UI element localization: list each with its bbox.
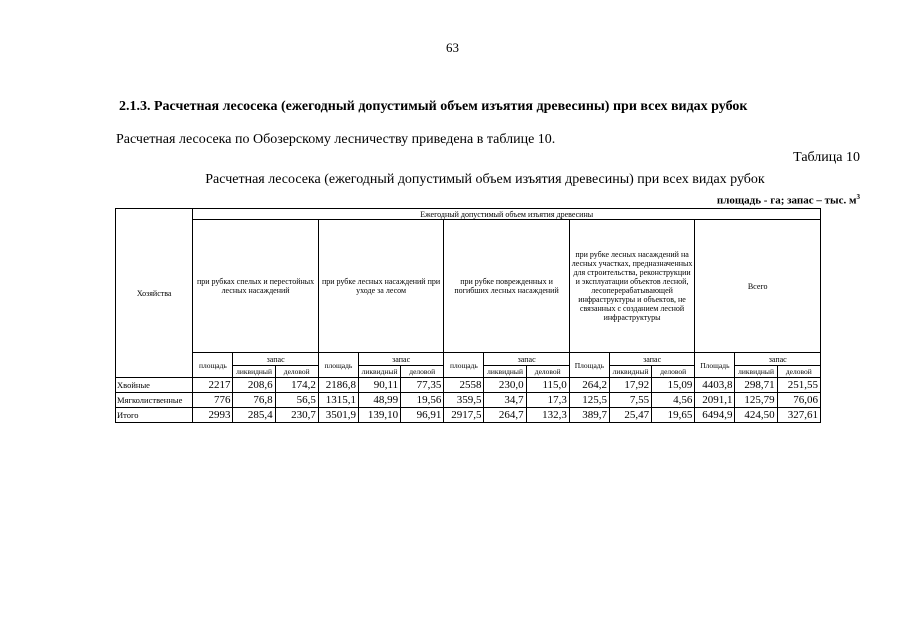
group-header-infrastructure: при рубке лесных насаждений на лесных участках, предназначенных для строительства, реконструкции и эксплуатации объектов лесной, лесоперерабатывающей инфраструктуры и объектов, не связанных с созданием лесной инфраструктуры: [569, 220, 695, 353]
liquid-header: ликвидный: [233, 366, 275, 378]
table-cell: 264,2: [569, 378, 609, 393]
table-cell: 298,71: [735, 378, 777, 393]
header-row-top: [116, 209, 821, 220]
table-cell: 19,56: [401, 393, 444, 408]
table-cell: 15,09: [652, 378, 695, 393]
table-cell: 3501,9: [318, 408, 358, 423]
table-cell: 230,7: [275, 408, 318, 423]
table-cell: 2217: [193, 378, 233, 393]
area-header: площадь: [444, 353, 484, 378]
table-cell: 285,4: [233, 408, 275, 423]
units-text: площадь - га; запас – тыс. м: [716, 194, 857, 207]
area-header: Площадь: [695, 353, 735, 378]
top-header: Ежегодный допустимый объем изъятия древесины: [193, 209, 821, 220]
table-cell: 264,7: [484, 408, 526, 423]
table-cell: 2091,1: [695, 393, 735, 408]
stock-header: запас: [484, 353, 569, 366]
area-header: Площадь: [569, 353, 609, 378]
table-cell: 230,0: [484, 378, 526, 393]
table-cell: 115,0: [526, 378, 569, 393]
table-row-softwood: [116, 393, 821, 408]
table-cell: 7,55: [609, 393, 651, 408]
intro-paragraph: Расчетная лесосека по Обозерскому лесничеству приведена в таблице 10.: [116, 132, 556, 147]
units-superscript: 3: [856, 193, 860, 201]
units-note: [717, 193, 860, 207]
area-header: площадь: [193, 353, 233, 378]
group-header-thinning: при рубке лесных насаждений при уходе за лесом: [318, 220, 444, 353]
table-cell: 17,3: [526, 393, 569, 408]
liquid-header: ликвидный: [609, 366, 651, 378]
section-heading: 2.1.3. Расчетная лесосека (ежегодный допустимый объем изъятия древесины) при всех видах рубок: [119, 99, 748, 114]
business-header: деловой: [526, 366, 569, 378]
header-row-groups: [116, 220, 821, 353]
table-cell: 90,11: [358, 378, 400, 393]
table-cell: 34,7: [484, 393, 526, 408]
liquid-header: ликвидный: [735, 366, 777, 378]
stock-header: запас: [233, 353, 318, 366]
table-cell: 96,91: [401, 408, 444, 423]
business-header: деловой: [401, 366, 444, 378]
table-cell: 48,99: [358, 393, 400, 408]
table-cell: 125,79: [735, 393, 777, 408]
liquid-header: ликвидный: [484, 366, 526, 378]
table-cell: 389,7: [569, 408, 609, 423]
table-cell: 4,56: [652, 393, 695, 408]
table-cell: 174,2: [275, 378, 318, 393]
row-name: Хвойные: [116, 378, 193, 393]
harvest-table: [115, 208, 821, 423]
table-cell: 359,5: [444, 393, 484, 408]
group-header-total: Всего: [695, 220, 821, 353]
business-header: деловой: [652, 366, 695, 378]
stock-header: запас: [735, 353, 821, 366]
table-cell: 2917,5: [444, 408, 484, 423]
group-header-damaged: при рубке поврежденных и погибших лесных насаждений: [444, 220, 570, 353]
business-header: деловой: [777, 366, 820, 378]
table-cell: 776: [193, 393, 233, 408]
stock-header: запас: [609, 353, 694, 366]
table-cell: 2993: [193, 408, 233, 423]
table-cell: 4403,8: [695, 378, 735, 393]
table-cell: 56,5: [275, 393, 318, 408]
table-cell: 424,50: [735, 408, 777, 423]
stock-header: запас: [358, 353, 443, 366]
row-name: Мягколиственные: [116, 393, 193, 408]
table-cell: 25,47: [609, 408, 651, 423]
table-cell: 327,61: [777, 408, 820, 423]
table-cell: 76,8: [233, 393, 275, 408]
table-row-total: [116, 408, 821, 423]
table-row-coniferous: [116, 378, 821, 393]
table-cell: 19,65: [652, 408, 695, 423]
header-row-area-stock: [116, 353, 821, 366]
business-header: деловой: [275, 366, 318, 378]
table-cell: 125,5: [569, 393, 609, 408]
table-cell: 6494,9: [695, 408, 735, 423]
table-cell: 139,10: [358, 408, 400, 423]
group-header-mature: при рубках спелых и перестойных лесных насаждений: [193, 220, 319, 353]
table-cell: 251,55: [777, 378, 820, 393]
table-cell: 208,6: [233, 378, 275, 393]
table-cell: 2186,8: [318, 378, 358, 393]
row-name: Итого: [116, 408, 193, 423]
table-cell: 77,35: [401, 378, 444, 393]
liquid-header: ликвидный: [358, 366, 400, 378]
table-cell: 17,92: [609, 378, 651, 393]
area-header: площадь: [318, 353, 358, 378]
farms-header: Хозяйства: [116, 209, 193, 378]
table-cell: 132,3: [526, 408, 569, 423]
table-label: Таблица 10: [793, 150, 860, 165]
table-cell: 2558: [444, 378, 484, 393]
page-number: 63: [446, 40, 459, 55]
table-caption: Расчетная лесосека (ежегодный допустимый объем изъятия древесины) при всех видах рубок: [205, 172, 765, 187]
table-cell: 76,06: [777, 393, 820, 408]
table-cell: 1315,1: [318, 393, 358, 408]
